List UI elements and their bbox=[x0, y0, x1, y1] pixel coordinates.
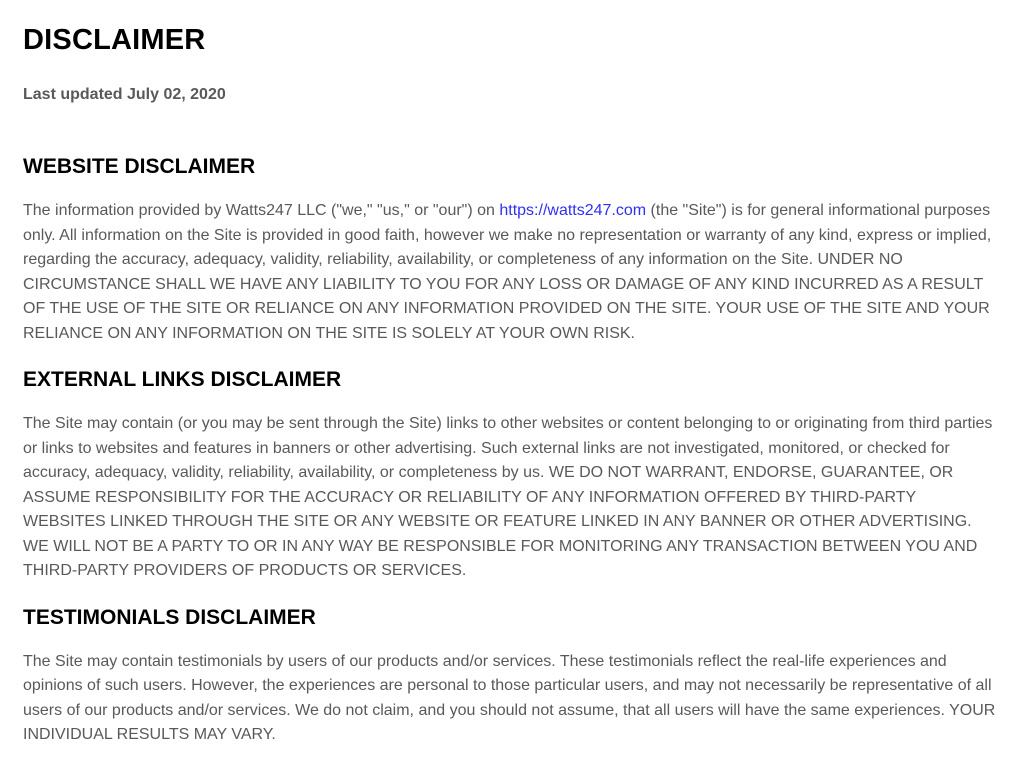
testimonials-disclaimer-body: The Site may contain testimonials by users of our products and/or services. These testimonials reflect the real-life experiences and opinions of such users. However, the experiences are personal to those particular users, and may not necessarily be representative of all users of our products and/or services. We do not claim, and you should not assume, that all users will have the same experiences. YOUR INDIVIDUAL RESULTS MAY VARY. bbox=[23, 652, 996, 743]
testimonials-disclaimer-heading: TESTIMONIALS DISCLAIMER bbox=[23, 605, 316, 629]
website-disclaimer-section bbox=[23, 155, 1000, 346]
website-disclaimer-heading: WEBSITE DISCLAIMER bbox=[23, 155, 256, 178]
website-disclaimer-body bbox=[23, 199, 1000, 346]
site-url-link[interactable]: https://watts247.com bbox=[499, 202, 647, 219]
website-disclaimer-text-before-link: The information provided by Watts247 LLC ("we," "us," or "our") on bbox=[23, 202, 500, 219]
external-links-disclaimer-section bbox=[23, 368, 1000, 584]
external-links-disclaimer-heading: EXTERNAL LINKS DISCLAIMER bbox=[23, 368, 342, 391]
testimonials-disclaimer-section bbox=[23, 606, 1000, 748]
page-title: DISCLAIMER bbox=[23, 24, 206, 56]
website-disclaimer-text-after-link: (the "Site") is for general informational purposes only. All information on the Site is provided in good faith, however we make no representation or warranty of any kind, express or implied, regarding the accuracy, adequacy, validity, reliability, availability, or completeness of any information on the Site. UNDER NO CIRCUMSTANCE SHALL WE HAVE ANY LIABILITY TO YOU FOR ANY LOSS OR DAMAGE OF ANY KIND INCURRED AS A RESULT OF THE USE OF THE SITE OR RELIANCE ON ANY INFORMATION PROVIDED ON THE SITE. YOUR USE OF THE SITE AND YOUR RELIANCE ON ANY INFORMATION ON THE SITE IS SOLELY AT YOUR OWN RISK. bbox=[23, 202, 992, 342]
external-links-disclaimer-body: The Site may contain (or you may be sent through the Site) links to other websites or content belonging to or originating from third parties or links to websites and features in banners or other advertising. Such external links are not investigated, monitored, or checked for accuracy, adequacy, validity, reliability, availability, or completeness by us. WE DO NOT WARRANT, ENDORSE, GUARANTEE, OR ASSUME RESPONSIBILITY FOR THE ACCURACY OR RELIABILITY OF ANY INFORMATION OFFERED BY THIRD-PARTY WEBSITES LINKED THROUGH THE SITE OR ANY WEBSITE OR FEATURE LINKED IN ANY BANNER OR OTHER ADVERTISING. WE WILL NOT BE A PARTY TO OR IN ANY WAY BE RESPONSIBLE FOR MONITORING ANY TRANSACTION BETWEEN YOU AND THIRD-PARTY PROVIDERS OF PRODUCTS OR SERVICES. bbox=[23, 415, 993, 579]
last-updated-date: Last updated July 02, 2020 bbox=[23, 86, 226, 103]
